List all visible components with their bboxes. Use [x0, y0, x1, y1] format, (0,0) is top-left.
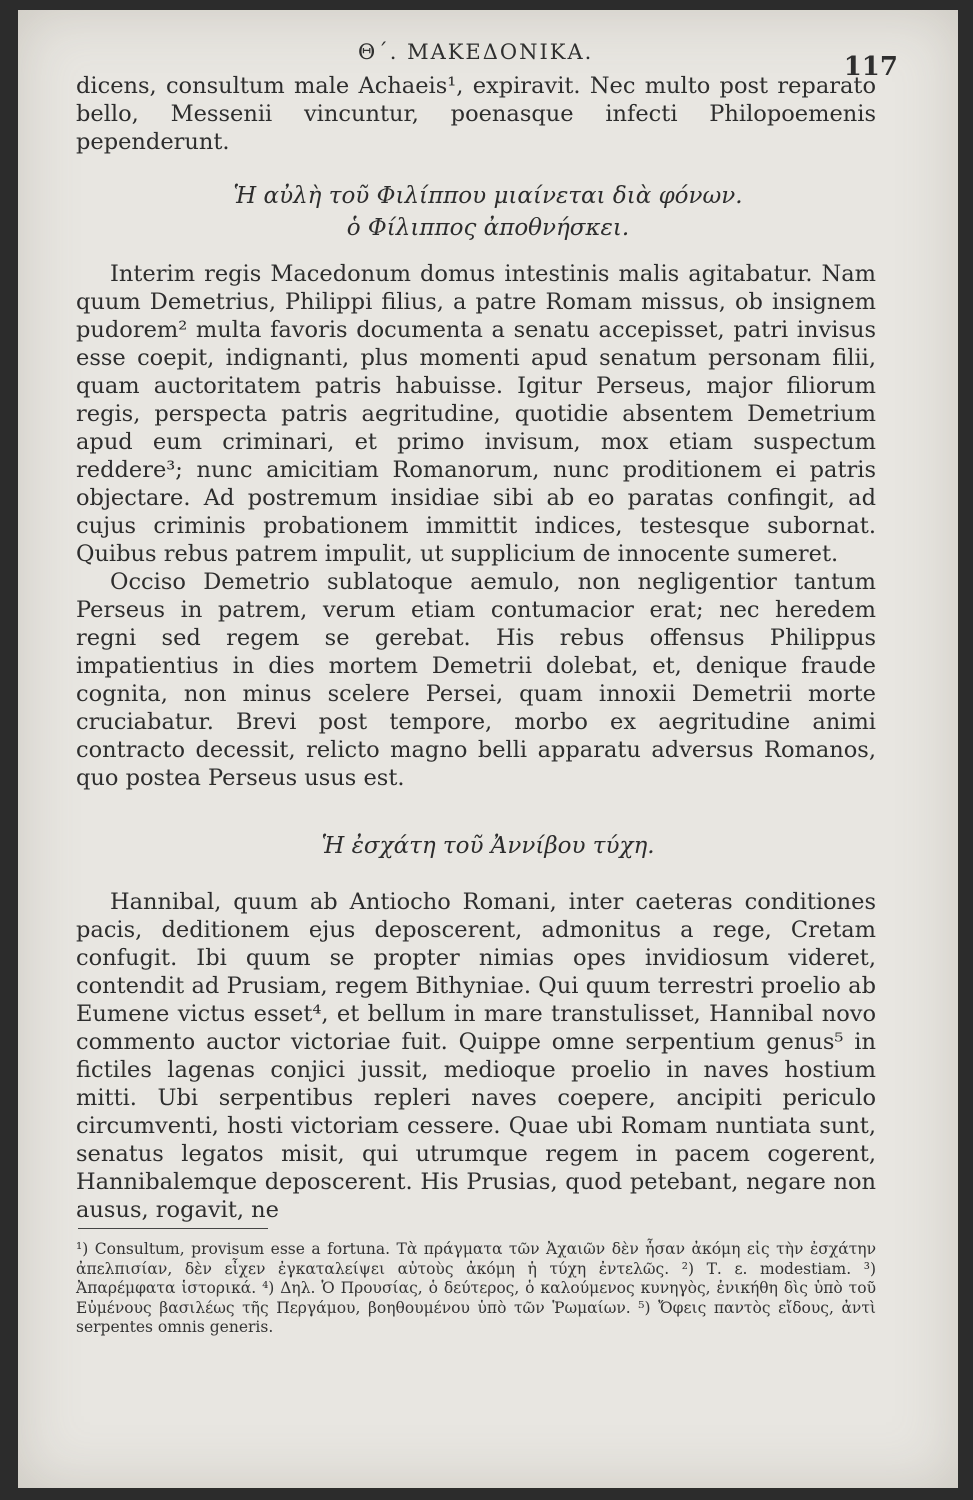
running-head: Θ΄. ΜΑΚΕΔΟΝΙΚΑ.: [358, 40, 594, 64]
page-header: [18, 38, 958, 82]
paragraph-text: Interim regis Macedonum domus intestinis malis agitabatur. Nam quum Demetrius, Philippi filius, a patre Romam missus, ob insignem pudorem² multa favoris documenta a senatu accepisset, patri invisus esse coepit, indignanti, plus momenti apud senatum personam filii, quam auctoritatem patris habuisse. Igitur Perseus, major filiorum regis, perspecta patris aegritudine, quotidie absentem Demetrium apud eum criminari, et primo invisum, mox etiam suspectum reddere³; nunc amicitiam Romanorum, nunc proditionem ei patris objectare. Ad postremum insidiae sibi ab eo paratas confingit, ad cujus criminis probationem immittit indices, testesque subornat. Quibus rebus patrem impulit, ut supplicium de innocente sumeret.: [76, 261, 876, 567]
section-body-hannibal: [76, 888, 876, 1224]
paragraph-text: Occiso Demetrio sublatoque aemulo, non negligentior tantum Perseus in patrem, verum etiam contumacior erat; nec heredem regni sed regem se gerebat. His rebus offensus Philippus impatientius in dies mortem Demetrii dolebat, et, denique fraude cognita, non minus scelere Persei, quam innoxii Demetrii morte cruciabatur. Brevi post tempore, morbo ex aegritudine animi contracto decessit, relicto magno belli apparatu adversus Romanos, quo postea Perseus usus est.: [76, 569, 876, 791]
section-heading-philip: [18, 180, 958, 244]
footnotes: [76, 1240, 876, 1338]
heading-line-1: Ἡ αὐλὴ τοῦ Φιλίππου μιαίνεται διὰ φόνων.: [233, 183, 743, 209]
book-page: [18, 10, 958, 1488]
paragraph-text: dicens, consultum male Achaeis¹, expiravit. Nec multo post reparato bello, Messenii vincuntur, poenasque infecti Philopoemenis pependerunt.: [76, 73, 876, 155]
section-heading-hannibal: Ἡ ἐσχάτη τοῦ Ἀννίβου τύχη.: [321, 833, 655, 859]
section-body-philip: [76, 260, 876, 792]
footnote-rule: [78, 1228, 268, 1229]
footnote-text: ¹) Consultum, provisum esse a fortuna. Τὰ πράγματα τῶν Ἀχαιῶν δὲν ἦσαν ἀκόμη εἰς τὴν ἐσχάτην ἀπελπισίαν, δὲν εἶχεν ἐγκαταλείψει αὐτοὺς ἀκόμη ἡ τύχη ἐντελῶς. ²) Τ. ε. modestiam. ³) Ἀπαρέμφατα ἱστορικά. ⁴) Δηλ. Ὁ Προυσίας, ὁ δεύτερος, ὁ καλούμενος κυνηγὸς, ἐνικήθη δὶς ὑπὸ τοῦ Εὐμένους βασιλέως τῆς Περγάμου, βοηθουμένου ὑπὸ τῶν Ῥωμαίων. ⁵) Ὄφεις παντὸς εἴδους, ἀντὶ serpentes omnis generis.: [76, 1240, 876, 1336]
paragraph-text: Hannibal, quum ab Antiocho Romani, inter caeteras conditiones pacis, deditionem ejus deposcerent, admonitus a rege, Cretam confugit. Ibi quum se propter nimias opes invidiosum videret, contendit ad Prusiam, regem Bithyniae. Qui quum terrestri proelio ab Eumene victus esset⁴, et bellum in mare transtulisset, Hannibal novo commento auctor victoriae fuit. Quippe omne serpentium genus⁵ in fictiles lagenas conjici jussit, medioque proelio in naves hostium mitti. Ubi serpentibus repleri naves coepere, ancipiti periculo circumventi, hosti victoriam cessere. Quae ubi Romam nuntiata sunt, senatus legatos misit, qui utrumque regem in pacem cogerent, Hannibalemque deposcerent. His Prusias, quod petebant, negare non ausus, rogavit, ne: [76, 889, 876, 1223]
heading-line-2: ὁ Φίλιππος ἀποθνήσκει.: [346, 215, 630, 241]
page-number: 117: [843, 52, 898, 82]
paragraph-continuation: [76, 72, 876, 156]
